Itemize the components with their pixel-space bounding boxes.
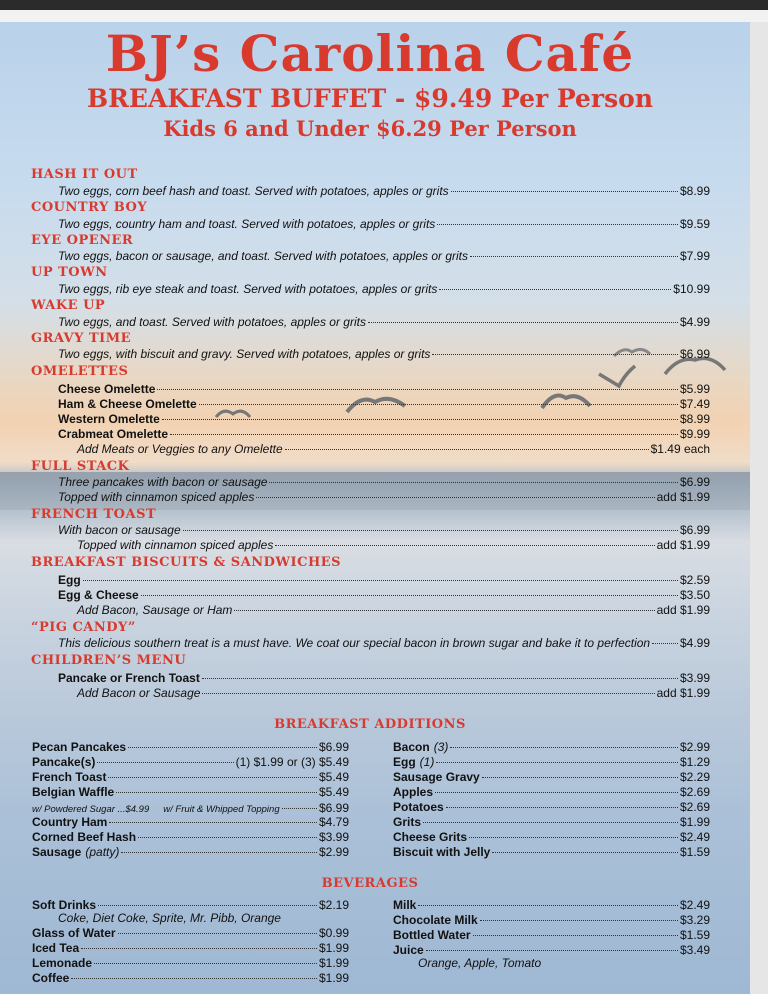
item-name: Potatoes bbox=[393, 800, 444, 814]
section-full-stack: FULL STACK bbox=[31, 459, 130, 474]
item-options: Coke, Diet Coke, Sprite, Mr. Pibb, Orange bbox=[58, 911, 281, 925]
item-name: Egg bbox=[58, 573, 81, 587]
item-price: $4.79 bbox=[318, 815, 349, 829]
item-name: Sausage bbox=[32, 845, 82, 859]
addition-item bbox=[32, 815, 349, 830]
menu-item-gravy-time bbox=[58, 347, 710, 362]
addition-item bbox=[32, 770, 349, 785]
item-description: With bacon or sausage bbox=[58, 523, 181, 537]
item-price: $10.99 bbox=[673, 282, 710, 296]
item-price: $5.99 bbox=[679, 382, 710, 396]
item-price: $4.99 bbox=[679, 636, 710, 650]
addon-price: add $1.99 bbox=[656, 490, 710, 504]
addon-name: Topped with cinnamon spiced apples bbox=[77, 538, 274, 552]
addition-item bbox=[393, 740, 710, 755]
item-price: $1.99 bbox=[318, 956, 349, 970]
item-price: $9.59 bbox=[679, 217, 710, 231]
item-price-options bbox=[236, 755, 349, 769]
soft-drink-options bbox=[58, 911, 348, 926]
item-name: Biscuit with Jelly bbox=[393, 845, 491, 859]
item-price: $2.49 bbox=[679, 830, 710, 844]
section-hash-it-out: HASH IT OUT bbox=[31, 167, 138, 182]
section-omelettes: OMELETTES bbox=[31, 364, 129, 379]
item-price: $6.99 bbox=[679, 523, 710, 537]
section-eye-opener: EYE OPENER bbox=[31, 233, 134, 248]
item-name: Soft Drinks bbox=[32, 898, 97, 912]
item-price: $6.99 bbox=[318, 801, 349, 815]
item-description: Three pancakes with bacon or sausage bbox=[58, 475, 268, 489]
menu-item-omelette bbox=[58, 427, 710, 442]
item-name: Coffee bbox=[32, 971, 70, 985]
item-name: Iced Tea bbox=[32, 941, 80, 955]
item-price: $6.99 bbox=[679, 347, 710, 361]
addon-price: add $1.99 bbox=[656, 686, 710, 700]
addition-item bbox=[393, 770, 710, 785]
beverage-item bbox=[32, 926, 349, 941]
item-description: Two eggs, corn beef hash and toast. Served with potatoes, apples or grits bbox=[58, 184, 449, 198]
item-name: Egg bbox=[393, 755, 416, 769]
item-name: Pancake or French Toast bbox=[58, 671, 200, 685]
juice-options bbox=[418, 956, 708, 971]
section-up-town: UP TOWN bbox=[31, 265, 108, 280]
addon-name: Add Meats or Veggies to any Omelette bbox=[77, 442, 283, 456]
beverage-item bbox=[32, 971, 349, 986]
item-name: Pancake(s) bbox=[32, 755, 96, 769]
menu-item-omelette bbox=[58, 412, 710, 427]
item-note: (1) bbox=[419, 755, 435, 769]
item-price: $1.99 bbox=[679, 815, 710, 829]
item-price: $3.49 bbox=[679, 943, 710, 957]
item-price: $2.99 bbox=[318, 845, 349, 859]
addition-item bbox=[32, 785, 349, 800]
section-country-boy: COUNTRY BOY bbox=[31, 200, 148, 215]
item-price: $7.49 bbox=[679, 397, 710, 411]
cafe-title: BJ’s Carolina Café bbox=[105, 24, 635, 83]
item-note: (3) bbox=[433, 740, 449, 754]
menu-item-omelette bbox=[58, 382, 710, 397]
item-price: $3.99 bbox=[679, 671, 710, 685]
item-price: $5.49 bbox=[318, 785, 349, 799]
item-price: $2.99 bbox=[679, 740, 710, 754]
addon-price: add $1.99 bbox=[656, 603, 710, 617]
item-name: Cheese Omelette bbox=[58, 382, 156, 396]
item-options: Orange, Apple, Tomato bbox=[418, 956, 542, 970]
item-name: Chocolate Milk bbox=[393, 913, 478, 927]
kids-price-line: Kids 6 and Under $6.29 Per Person bbox=[163, 116, 577, 141]
section-french-toast: FRENCH TOAST bbox=[31, 507, 157, 522]
addition-item bbox=[32, 830, 349, 845]
item-price: $6.99 bbox=[679, 475, 710, 489]
item-price: $2.29 bbox=[679, 770, 710, 784]
item-price: $1.59 bbox=[679, 928, 710, 942]
addon-price: add $1.99 bbox=[656, 538, 710, 552]
item-name: Milk bbox=[393, 898, 417, 912]
item-name: Juice bbox=[393, 943, 424, 957]
item-name: Lemonade bbox=[32, 956, 93, 970]
menu-item-pig-candy bbox=[58, 636, 710, 651]
menu-item-up-town bbox=[58, 282, 710, 297]
item-description: This delicious southern treat is a must have. We coat our special bacon in brown sugar and bake it to perfection bbox=[58, 636, 651, 650]
scan-top-border bbox=[0, 0, 768, 10]
addon-name: Topped with cinnamon spiced apples bbox=[58, 490, 255, 504]
item-name: w/ Powdered Sugar ...$4.99 bbox=[32, 804, 150, 815]
item-description: Two eggs, and toast. Served with potatoes, apples or grits bbox=[58, 315, 366, 329]
item-price: $5.49 bbox=[318, 770, 349, 784]
item-price: $2.69 bbox=[679, 785, 710, 799]
item-price: $3.99 bbox=[318, 830, 349, 844]
item-price: $6.99 bbox=[318, 740, 349, 754]
item-price: $2.49 bbox=[679, 898, 710, 912]
item-name: Pecan Pancakes bbox=[32, 740, 127, 754]
beverage-item bbox=[393, 913, 710, 928]
addition-item bbox=[32, 740, 349, 755]
item-price: $8.99 bbox=[679, 412, 710, 426]
item-price: $0.99 bbox=[318, 926, 349, 940]
menu-item-eye-opener bbox=[58, 249, 710, 264]
item-name: Sausage Gravy bbox=[393, 770, 480, 784]
section-pig-candy: “PIG CANDY” bbox=[31, 620, 136, 635]
item-description: Two eggs, with biscuit and gravy. Served with potatoes, apples or grits bbox=[58, 347, 431, 361]
item-name: Western Omelette bbox=[58, 412, 160, 426]
item-name: Bacon bbox=[393, 740, 430, 754]
menu-item-children bbox=[58, 671, 710, 686]
item-name: Bottled Water bbox=[393, 928, 471, 942]
item-description: Two eggs, rib eye steak and toast. Served with potatoes, apples or grits bbox=[58, 282, 438, 296]
waffle-topping-options bbox=[32, 801, 349, 816]
item-name: Country Ham bbox=[32, 815, 108, 829]
item-price: $1.59 bbox=[679, 845, 710, 859]
item-name: Belgian Waffle bbox=[32, 785, 115, 799]
item-price: $3.29 bbox=[679, 913, 710, 927]
menu-item-french-toast bbox=[58, 523, 710, 538]
children-addon bbox=[77, 686, 710, 701]
menu-item-country-boy bbox=[58, 217, 710, 232]
addition-item bbox=[393, 815, 710, 830]
item-price: $2.19 bbox=[318, 898, 349, 912]
item-price: $4.99 bbox=[679, 315, 710, 329]
menu-item-biscuit bbox=[58, 588, 710, 603]
item-name: Crabmeat Omelette bbox=[58, 427, 169, 441]
beverage-item bbox=[32, 956, 349, 971]
addition-item bbox=[393, 830, 710, 845]
item-price: $1.99 bbox=[318, 971, 349, 985]
item-name: Cheese Grits bbox=[393, 830, 468, 844]
menu-item-wake-up bbox=[58, 315, 710, 330]
item-name: French Toast bbox=[32, 770, 107, 784]
menu-item-biscuit bbox=[58, 573, 710, 588]
buffet-price-line: BREAKFAST BUFFET - $9.49 Per Person bbox=[86, 84, 654, 113]
scan-right-margin bbox=[750, 22, 768, 994]
item-price: $3.50 bbox=[679, 588, 710, 602]
biscuit-addon bbox=[77, 603, 710, 618]
item-price: $2.69 bbox=[679, 800, 710, 814]
addition-item bbox=[393, 800, 710, 815]
section-gravy-time: GRAVY TIME bbox=[31, 331, 131, 346]
item-note: (patty) bbox=[85, 845, 120, 859]
item-name: Ham & Cheese Omelette bbox=[58, 397, 197, 411]
item-price: $5.49 bbox=[318, 755, 349, 769]
addition-item bbox=[393, 755, 710, 770]
addition-item bbox=[393, 785, 710, 800]
item-price: $8.99 bbox=[679, 184, 710, 198]
addon-name: Add Bacon, Sausage or Ham bbox=[77, 603, 233, 617]
item-name: Corned Beef Hash bbox=[32, 830, 137, 844]
addition-item bbox=[32, 845, 349, 860]
addition-item bbox=[393, 845, 710, 860]
item-price-single: (1) $1.99 or (3) bbox=[235, 755, 316, 769]
item-description: Two eggs, bacon or sausage, and toast. Served with potatoes, apples or grits bbox=[58, 249, 469, 263]
item-price: $9.99 bbox=[679, 427, 710, 441]
beverage-item bbox=[393, 898, 710, 913]
beverage-item bbox=[393, 928, 710, 943]
item-price: $7.99 bbox=[679, 249, 710, 263]
item-name: Grits bbox=[393, 815, 422, 829]
item-price: $1.29 bbox=[679, 755, 710, 769]
menu-item-hash-it-out bbox=[58, 184, 710, 199]
item-price: $2.59 bbox=[679, 573, 710, 587]
item-name: Apples bbox=[393, 785, 434, 799]
menu-item-full-stack bbox=[58, 475, 710, 490]
addition-item bbox=[32, 755, 349, 770]
addon-price: $1.49 each bbox=[650, 442, 710, 456]
section-biscuits-sandwiches: BREAKFAST BISCUITS & SANDWICHES bbox=[31, 555, 342, 570]
omelette-addon bbox=[77, 442, 710, 457]
item-price: $1.99 bbox=[318, 941, 349, 955]
section-wake-up: WAKE UP bbox=[31, 298, 106, 313]
item-name: Egg & Cheese bbox=[58, 588, 139, 602]
section-breakfast-additions: BREAKFAST ADDITIONS bbox=[274, 717, 466, 732]
addon-name: Add Bacon or Sausage bbox=[77, 686, 201, 700]
topping-option: w/ Fruit & Whipped Topping bbox=[163, 804, 280, 815]
menu-item-omelette bbox=[58, 397, 710, 412]
item-name: Glass of Water bbox=[32, 926, 116, 940]
beverage-item bbox=[32, 941, 349, 956]
full-stack-addon bbox=[58, 490, 710, 505]
item-description: Two eggs, country ham and toast. Served with potatoes, apples or grits bbox=[58, 217, 436, 231]
section-childrens-menu: CHILDREN’S MENU bbox=[31, 653, 187, 668]
section-beverages: BEVERAGES bbox=[321, 876, 419, 891]
french-toast-addon bbox=[77, 538, 710, 553]
